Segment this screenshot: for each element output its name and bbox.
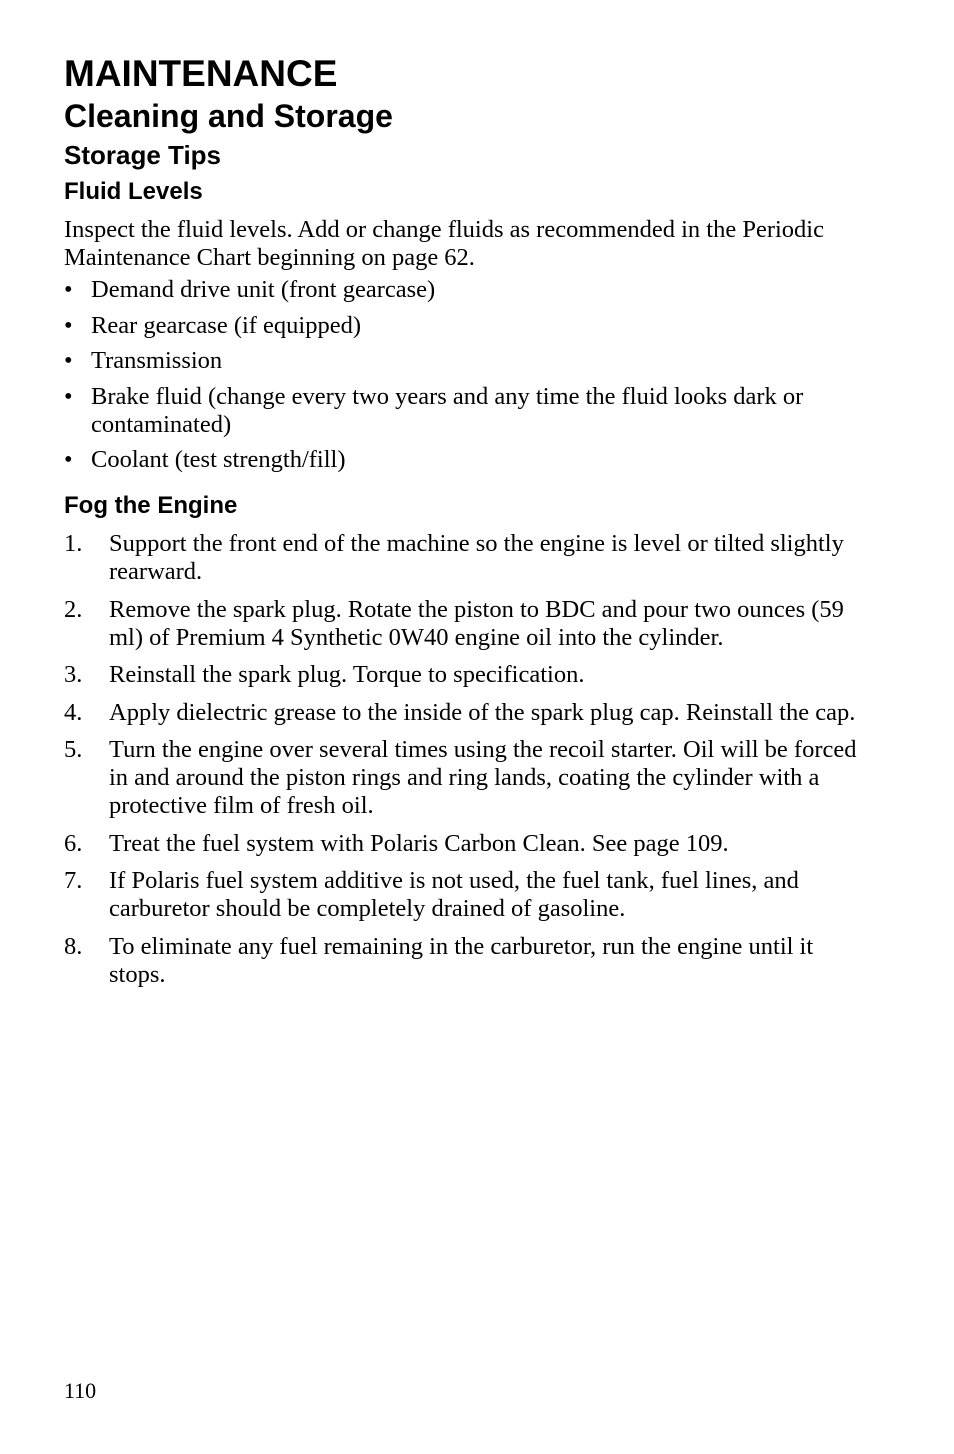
step-item bbox=[64, 933, 864, 989]
page-number: 110 bbox=[64, 1378, 97, 1403]
step-number: 1. bbox=[64, 530, 83, 557]
fog-engine-heading: Fog the Engine bbox=[64, 492, 238, 519]
list-item-text: Brake fluid (change every two years and any time the fluid looks dark or contaminated) bbox=[91, 382, 804, 438]
list-item-text: Transmission bbox=[91, 347, 223, 374]
step-item bbox=[64, 699, 864, 727]
step-number: 7. bbox=[64, 867, 83, 894]
step-text: Apply dielectric grease to the inside of the spark plug cap. Reinstall the cap. bbox=[109, 698, 856, 726]
bullet: • bbox=[64, 347, 73, 374]
step-item bbox=[64, 830, 864, 858]
step-item bbox=[64, 530, 864, 586]
list-item bbox=[64, 383, 864, 439]
list-item-text: Coolant (test strength/fill) bbox=[91, 446, 346, 473]
step-text: Support the front end of the machine so the engine is level or tilted slightly rearward. bbox=[109, 530, 844, 585]
step-text: To eliminate any fuel remaining in the carburetor, run the engine until it stops. bbox=[109, 932, 814, 988]
step-number: 8. bbox=[64, 932, 83, 960]
subsection-title: Cleaning and Storage bbox=[64, 98, 393, 134]
step-number: 2. bbox=[64, 595, 83, 623]
list-item-text: Demand drive unit (front gearcase) bbox=[91, 276, 436, 303]
topic-title: Storage Tips bbox=[64, 140, 222, 170]
step-text: Remove the spark plug. Rotate the piston to BDC and pour two ounces (59 ml) of Premium 4 Synthetic 0W40 engine oil into the cylinder. bbox=[109, 595, 844, 651]
fluid-levels-intro: Inspect the fluid levels. Add or change fluids as recommended in the Periodic Maintenance Chart beginning on page 62. bbox=[64, 216, 824, 271]
list-item bbox=[64, 276, 864, 304]
step-item bbox=[64, 736, 864, 820]
step-text: If Polaris fuel system additive is not used, the fuel tank, fuel lines, and carburetor should be completely drained of gasoline. bbox=[109, 867, 799, 922]
bullet: • bbox=[64, 276, 73, 303]
step-number: 4. bbox=[64, 698, 83, 726]
step-item bbox=[64, 867, 864, 923]
step-number: 3. bbox=[64, 661, 83, 688]
list-item bbox=[64, 446, 864, 474]
bullet: • bbox=[64, 382, 73, 410]
page-content bbox=[64, 52, 864, 998]
step-number: 6. bbox=[64, 829, 83, 857]
bullet: • bbox=[64, 311, 73, 339]
list-item-text: Rear gearcase (if equipped) bbox=[91, 311, 362, 339]
list-item bbox=[64, 347, 864, 375]
step-text: Reinstall the spark plug. Torque to specification. bbox=[109, 661, 585, 688]
fog-engine-steps bbox=[64, 530, 864, 989]
step-item bbox=[64, 661, 864, 689]
bullet: • bbox=[64, 446, 73, 473]
fluid-levels-heading: Fluid Levels bbox=[64, 178, 203, 205]
step-text: Treat the fuel system with Polaris Carbon Clean. See page 109. bbox=[109, 829, 729, 857]
step-text: Turn the engine over several times using the recoil starter. Oil will be forced in and around the piston rings and ring lands, coating the cylinder with a protective film of fresh oil. bbox=[109, 736, 857, 819]
fluid-levels-list bbox=[64, 276, 864, 474]
section-title: MAINTENANCE bbox=[64, 53, 338, 94]
step-item bbox=[64, 596, 864, 652]
step-number: 5. bbox=[64, 736, 83, 763]
list-item bbox=[64, 312, 864, 340]
